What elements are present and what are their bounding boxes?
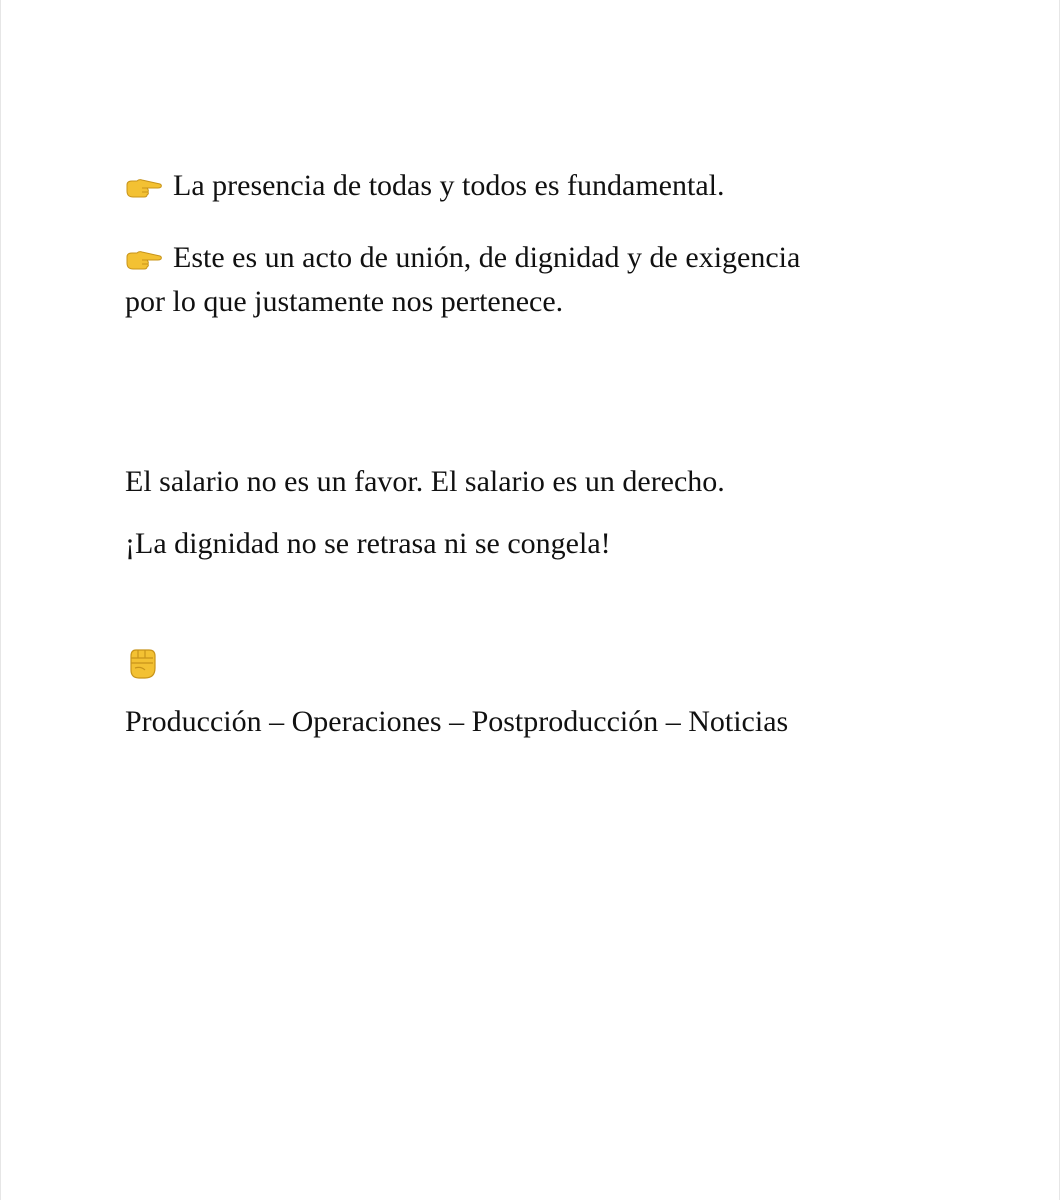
pointing-right-icon: [125, 177, 163, 199]
bullet-text: La presencia de todas y todos es fundamental.: [173, 169, 725, 202]
fist-row: [125, 640, 169, 684]
statement-salary: El salario no es un favor. El salario es un derecho.: [125, 465, 725, 498]
bullet-text-line-2: por lo que justamente nos pertenece.: [125, 285, 564, 318]
statement-dignity: ¡La dignidad no se retrasa ni se congela!: [125, 527, 611, 560]
pointing-right-icon: [125, 249, 163, 271]
bullet-item-union: [125, 236, 800, 324]
departments-line: Producción – Operaciones – Postproducción – Noticias: [125, 705, 789, 738]
bullet-text-line-1: Este es un acto de unión, de dignidad y de exigencia: [173, 241, 801, 274]
bullet-item-presence: [125, 164, 724, 208]
raised-fist-icon: [125, 646, 159, 682]
